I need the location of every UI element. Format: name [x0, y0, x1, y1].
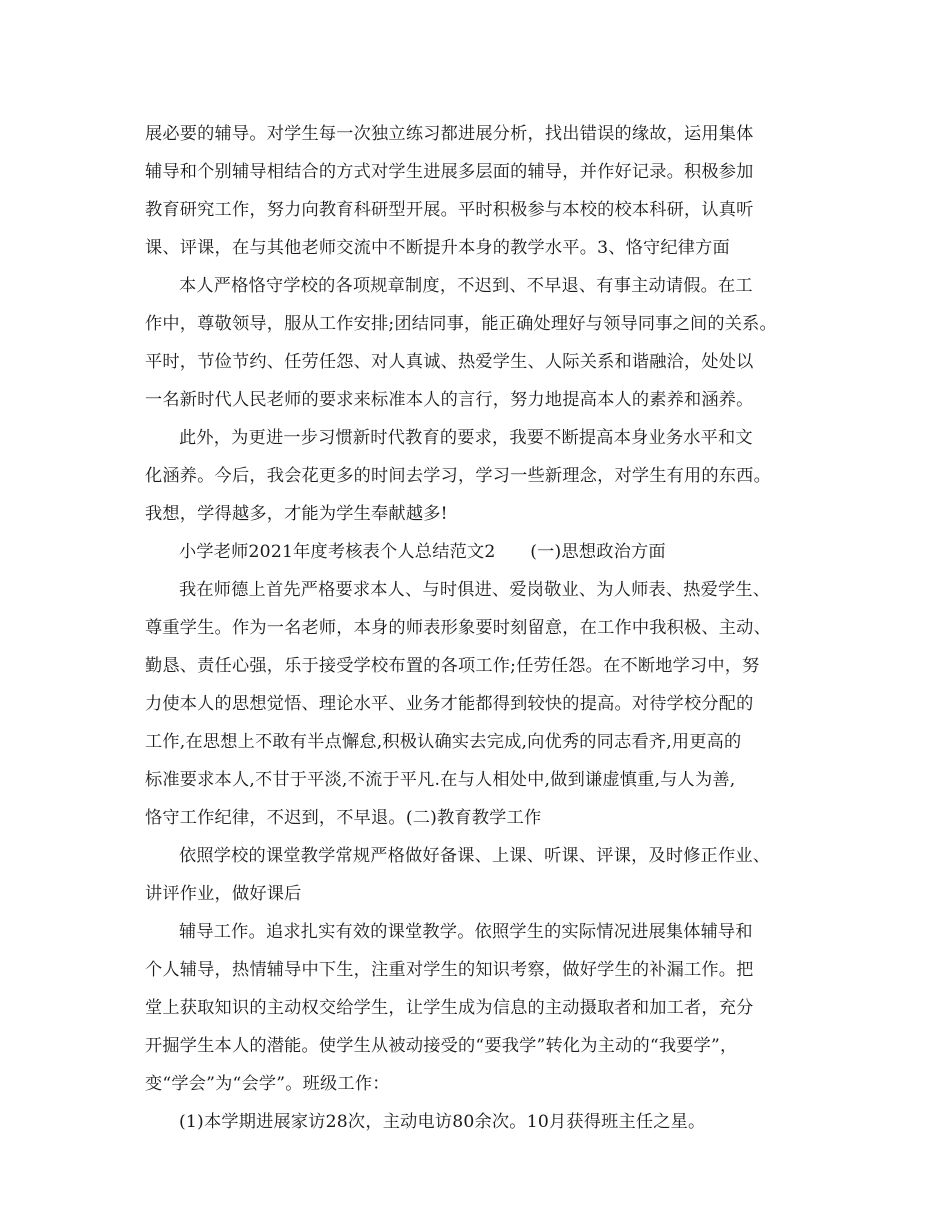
section-heading: 小学老师2021年度考核表个人总结范文2 (一)思想政治方面 [179, 542, 666, 562]
text-line: 恪守工作纪律，不迟到，不早退。(二)教育教学工作 [145, 808, 542, 828]
text-line: 我想，学得越多，才能为学生奉献越多! [145, 504, 448, 524]
text-line: 标准要求本人,不甘于平淡,不流于平凡.在与人相处中,做到谦虚慎重,与人为善, [145, 770, 736, 790]
text-line: 作中，尊敬领导，服从工作安排;团结同事，能正确处理好与领导同事之间的关系。 [145, 314, 777, 334]
paragraph-first-line: 本人严格恪守学校的各项规章制度，不迟到、不早退、有事主动请假。在工 [179, 276, 753, 296]
text-line: 教育研究工作，努力向教育科研型开展。平时积极参与本校的校本科研，认真听 [145, 200, 754, 220]
text-line: 一名新时代人民老师的要求来标准本人的言行，努力地提高本人的素养和涵养。 [145, 390, 754, 410]
text-line: 勤恳、责任心强，乐于接受学校布置的各项工作;任劳任怨。在不断地学习中，努 [145, 656, 760, 676]
text-line: 讲评作业，做好课后 [145, 884, 302, 904]
text-line: 个人辅导，热情辅导中下生，注重对学生的知识考察，做好学生的补漏工作。把 [145, 960, 754, 980]
paragraph-first-line: 此外，为更进一步习惯新时代教育的要求，我要不断提高本身业务水平和文 [179, 428, 753, 448]
text-line: 课、评课，在与其他老师交流中不断提升本身的教学水平。3、恪守纪律方面 [145, 238, 730, 258]
text-line: 化涵养。今后，我会花更多的时间去学习，学习一些新理念，对学生有用的东西。 [145, 466, 771, 486]
text-line: 堂上获取知识的主动权交给学生，让学生成为信息的主动摄取者和加工者，充分 [145, 998, 754, 1018]
document-body [145, 115, 825, 1141]
text-line: 展必要的辅导。对学生每一次独立练习都进展分析，找出错误的缘故，运用集体 [145, 124, 754, 144]
text-line: 力使本人的思想觉悟、理论水平、业务才能都得到较快的提高。对待学校分配的 [145, 694, 754, 714]
text-line: 平时，节俭节约、任劳任怨、对人真诚、热爱学生、人际关系和谐融洽，处处以 [145, 352, 754, 372]
text-line: 尊重学生。作为一名老师，本身的师表形象要时刻留意，在工作中我积极、主动、 [145, 618, 771, 638]
text-line: 开掘学生本人的潜能。使学生从被动接受的“要我学”转化为主动的“我要学”， [145, 1036, 738, 1056]
paragraph-first-line: 我在师德上首先严格要求本人、与时俱进、爱岗敬业、为人师表、热爱学生、 [179, 580, 771, 600]
list-item: (1)本学期进展家访28次，主动电访80余次。10月获得班主任之星。 [179, 1112, 706, 1132]
paragraph-first-line: 依照学校的课堂教学常规严格做好备课、上课、听课、评课，及时修正作业、 [179, 846, 771, 866]
text-line: 变“学会”为“会学”。班级工作： [145, 1074, 390, 1094]
text-line: 工作,在思想上不敢有半点懈怠,积极认确实去完成,向优秀的同志看齐,用更高的 [145, 732, 742, 752]
text-line: 辅导和个别辅导相结合的方式对学生进展多层面的辅导，并作好记录。积极参加 [145, 162, 754, 182]
paragraph-first-line: 辅导工作。追求扎实有效的课堂教学。依照学生的实际情况进展集体辅导和 [179, 922, 753, 942]
